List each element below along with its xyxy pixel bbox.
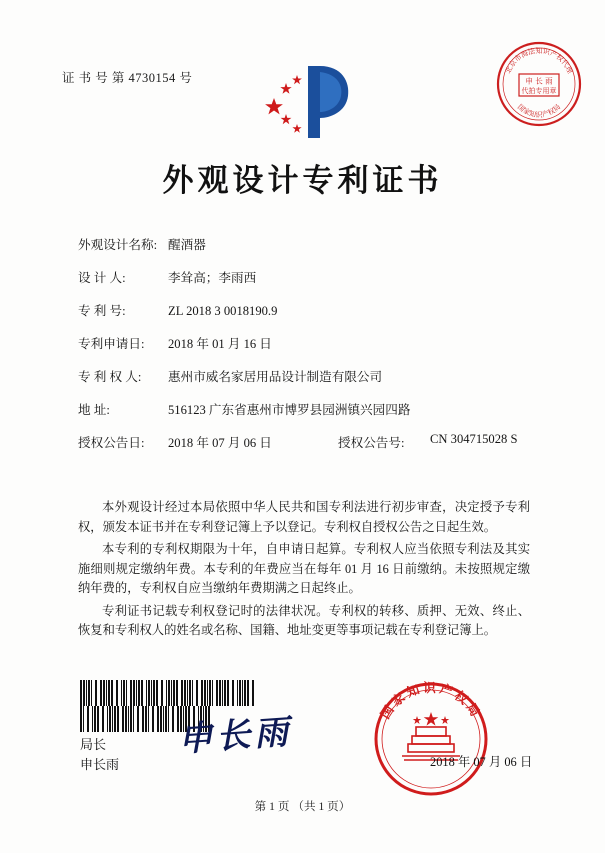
field-list: [78, 234, 538, 465]
issue-date: 2018 年 07 月 06 日: [430, 755, 533, 769]
field-label: 外观设计名称:: [78, 238, 158, 252]
field-address: [78, 399, 538, 432]
field-design-name: [78, 234, 538, 267]
body-paragraphs: [78, 498, 530, 644]
official-seal-icon: [372, 680, 490, 798]
grant-date-label: 授权公告日:: [78, 436, 145, 450]
field-value: 惠州市威名家居用品设计制造有限公司: [168, 370, 383, 384]
cnipa-patent-emblem-icon: [264, 62, 350, 142]
field-label: 设 计 人:: [78, 271, 126, 285]
field-value: ZL 2018 3 0018190.9: [168, 304, 278, 318]
field-value: 2018 年 01 月 16 日: [168, 337, 272, 351]
field-label: 地 址:: [78, 403, 110, 417]
paragraph-3: 专利证书记载专利权登记时的法律状况。专利权的转移、质押、无效、终止、恢复和专利权人的姓名或名称、国籍、地址变更等事项记载在专利登记簿上。: [78, 603, 530, 637]
page-footer: 第 1 页 （共 1 页）: [254, 800, 351, 813]
grant-number-value: CN 304715028 S: [430, 432, 518, 446]
barcode-icon: [80, 680, 255, 706]
svg-text:申 长 雨: 申 长 雨: [525, 76, 553, 86]
field-application-date: [78, 333, 538, 366]
signature-title-line2: 申长雨: [80, 757, 120, 772]
svg-text:北京市海法知识产权代理: 北京市海法知识产权代理: [504, 47, 574, 75]
field-patentee: [78, 366, 538, 399]
grant-number-label: 授权公告号:: [338, 436, 405, 450]
agency-seal-icon: [495, 40, 583, 128]
svg-text:国家知识产权局: 国家知识产权局: [377, 680, 485, 722]
handwritten-signature: 申长雨: [176, 712, 294, 760]
field-value: 516123 广东省惠州市博罗县园洲镇兴园四路: [168, 403, 411, 417]
svg-text:代拍专用章: 代拍专用章: [521, 87, 557, 95]
page-title: 外观设计专利证书: [162, 163, 443, 199]
paragraph-2: 本专利的专利权期限为十年，自申请日起算。专利权人应当依照专利法及其实施细则规定缴纳年费。本专利的年费应当在每年 01 月 16 日前缴纳。未按照规定缴纳年费的，专利权自应当缴纳年费期满之日起终止。: [78, 542, 530, 595]
signature-title: [80, 735, 119, 775]
signature-title-line1: 局长: [80, 737, 107, 752]
field-label: 专 利 号:: [78, 304, 126, 318]
field-patent-number: [78, 300, 538, 333]
field-label: 专利申请日:: [78, 337, 145, 351]
svg-text:国家知识产权局: 国家知识产权局: [515, 102, 563, 119]
field-value: 李耸高；李雨西: [168, 271, 257, 285]
field-designers: [78, 267, 538, 300]
grant-date-value: 2018 年 07 月 06 日: [168, 436, 272, 450]
paragraph-1: 本外观设计经过本局依照中华人民共和国专利法进行初步审查，决定授予专利权，颁发本证书并在专利登记簿上予以登记。专利权自授权公告之日起生效。: [78, 500, 530, 534]
certificate-number: 证 书 号 第 4730154 号: [62, 71, 193, 85]
field-grant-announcement: [78, 432, 538, 465]
field-value: 醒酒器: [168, 238, 206, 252]
field-label: 专 利 权 人:: [78, 370, 142, 384]
